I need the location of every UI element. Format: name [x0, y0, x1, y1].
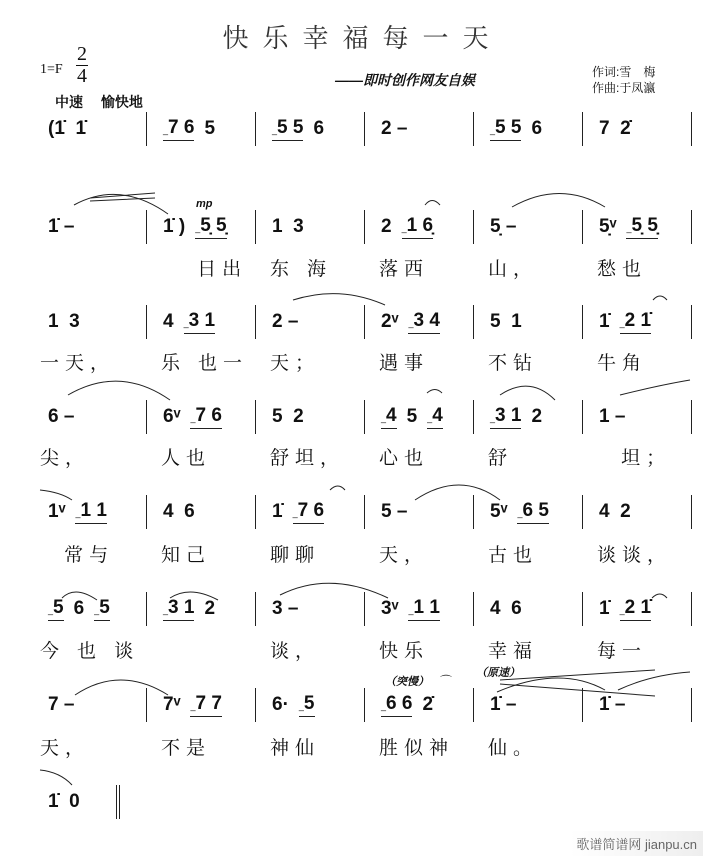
lyric: 胜似神 [379, 737, 455, 759]
lyric: 落西 [379, 258, 430, 280]
note: 1̇ – [48, 216, 75, 237]
lyric: 一天， [40, 352, 116, 374]
note: 2ᵛ [381, 311, 399, 332]
slur [330, 486, 345, 490]
beamed-notes: _5 [94, 598, 110, 621]
beamed-notes: _5 5 [490, 118, 521, 141]
lyric: 日出 [161, 258, 248, 280]
lyric: 尖， [40, 447, 91, 469]
note: 1̇ – [599, 694, 626, 715]
lyric: 仙。 [488, 737, 539, 759]
beamed-notes: _3 1 [184, 311, 215, 334]
note: 5 – [381, 501, 408, 522]
lyric: 知己 [161, 544, 212, 566]
lyric: 古也 [488, 544, 539, 566]
note: 7 2̇ [599, 118, 631, 139]
note: 5ᵛ [490, 501, 508, 522]
slur [512, 194, 605, 208]
tie-line [90, 193, 155, 201]
key-signature: 1=F [40, 62, 63, 77]
note: 1 – [599, 406, 626, 427]
lyric: 今 也 谈 [40, 640, 140, 662]
note: 1̇ – [490, 694, 517, 715]
note: 2 [204, 598, 216, 619]
note: 1̇ 0 [48, 791, 80, 812]
note: 6ᵛ [163, 406, 181, 427]
note: 5 [204, 118, 216, 139]
beamed-notes: _5 [48, 598, 64, 621]
lyric: 常与 [40, 544, 115, 566]
lyric: 每一 [597, 640, 648, 662]
note: 1ᵛ [48, 501, 66, 522]
beamed-notes: _7 6 [190, 406, 221, 429]
beamed-notes: _4 [381, 406, 397, 429]
beamed-notes: _2 1̇ [620, 598, 651, 621]
lyricist: 作词:雪 梅 [592, 65, 656, 79]
beamed-notes: _5̣ 5̣ [195, 216, 226, 239]
note: 3ᵛ [381, 598, 399, 619]
note: 6 [73, 598, 85, 619]
note: 4 6 [490, 598, 522, 619]
lyric: 东 海 [270, 258, 333, 280]
beamed-notes: _5 [299, 694, 315, 717]
note: 5 1 [490, 311, 522, 332]
note: 1 3 [48, 311, 80, 332]
note: 7 – [48, 694, 75, 715]
note: 6 – [48, 406, 75, 427]
slur [500, 386, 555, 400]
lyric: 乐 也一 [161, 352, 249, 374]
lyric: 天， [379, 544, 430, 566]
lyric: 聊聊 [270, 544, 321, 566]
original-tempo-marking: （原速） [476, 667, 520, 679]
beamed-notes: _2 1̇ [620, 311, 651, 334]
beamed-notes: _6 5 [517, 501, 548, 524]
note: 1̇ ) [163, 216, 186, 237]
note: 2 – [381, 118, 408, 139]
slur [425, 201, 440, 206]
note: 1̇ [272, 501, 283, 522]
slur [652, 594, 667, 598]
lyric: 舒坦， [270, 447, 346, 469]
beamed-notes: _1 1 [75, 501, 106, 524]
meter-bottom: 4 [77, 65, 87, 87]
note: 4 [163, 311, 174, 332]
lyric: 快乐 [379, 640, 430, 662]
slur [280, 583, 388, 598]
beamed-notes: _6 6 [381, 694, 412, 717]
note: 5 2 [272, 406, 304, 427]
note: 1 3 [272, 216, 304, 237]
note: 2̇ [422, 694, 434, 715]
lyric: 不是 [161, 737, 212, 759]
lyric: 心也 [379, 447, 430, 469]
slur [40, 770, 72, 785]
slur [653, 296, 667, 300]
lyric: 谈， [270, 640, 321, 662]
beamed-notes: _1 1 [408, 598, 439, 621]
slur [293, 294, 385, 305]
beamed-notes: _7 7 [190, 694, 221, 717]
note: 6 [531, 118, 543, 139]
slur [618, 672, 690, 690]
note: (1̇ 1̇ [48, 118, 87, 139]
note: 2 [381, 216, 392, 237]
beamed-notes: _5 5 [272, 118, 303, 141]
note: 5̣ᵛ [599, 216, 617, 237]
lyric: 人也 [161, 447, 212, 469]
note: 4 6 [163, 501, 195, 522]
watermark: 歌谱简谱网 jianpu.cn [570, 831, 703, 856]
lyric: 山， [488, 258, 539, 280]
slur [68, 381, 170, 400]
lyric: 不钻 [488, 352, 539, 374]
note: 4 2 [599, 501, 631, 522]
note: 1̇ [599, 598, 610, 619]
slur [170, 592, 218, 600]
slur [427, 390, 442, 394]
song-title: 快乐幸福每一天 [222, 24, 503, 54]
note: 6· [272, 694, 289, 715]
slur [40, 490, 72, 500]
beamed-notes: _3 1 [163, 598, 194, 621]
slur [75, 680, 168, 695]
beamed-notes: _3 1 [490, 406, 521, 429]
fermata-icon: ⌒ [440, 674, 453, 688]
beamed-notes: _1 6̣ [402, 216, 433, 239]
lyric: 牛角 [597, 352, 648, 374]
slur [620, 380, 690, 395]
beamed-notes: _7 6 [163, 118, 194, 141]
beamed-notes: _7 6 [293, 501, 324, 524]
tempo-marking: 中速 愉快地 [55, 94, 143, 110]
slur [415, 485, 500, 500]
note: 3 – [272, 598, 299, 619]
sudden-slow-marking: （突慢） [385, 676, 429, 688]
slur [62, 592, 97, 600]
lyric: 神仙 [270, 737, 321, 759]
lyric: 天； [270, 352, 321, 374]
lyric: 谈谈， [597, 544, 673, 566]
slur [74, 194, 168, 214]
note: 2 [531, 406, 543, 427]
note: 5 [406, 406, 418, 427]
note: 6 [313, 118, 325, 139]
beamed-notes: _4 [427, 406, 443, 429]
beamed-notes: _5̣ 5̣ [626, 216, 657, 239]
dynamic-marking: mp [196, 198, 213, 210]
lyric: 天， [40, 737, 91, 759]
note: 7ᵛ [163, 694, 181, 715]
note: 5̣ – [490, 216, 517, 237]
lyric: 舒 [488, 447, 514, 469]
note: 2 – [272, 311, 299, 332]
lyric: 幸福 [488, 640, 539, 662]
lyric: 遇事 [379, 352, 430, 374]
subtitle: ——即时创作网友自娱 [335, 72, 475, 88]
lyric: 愁也 [597, 258, 648, 280]
note: 1̇ [599, 311, 610, 332]
meter-top: 2 [77, 43, 87, 65]
composer: 作曲:于凤瀛 [592, 81, 656, 95]
beamed-notes: _3 4 [408, 311, 439, 334]
lyric: 坦； [597, 447, 672, 469]
